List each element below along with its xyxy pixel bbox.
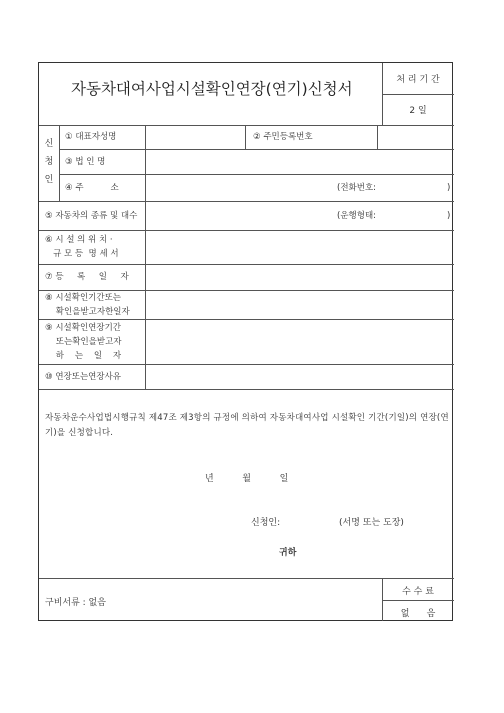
fee-divider (382, 600, 454, 601)
required-documents: 구비서류 : 없음 (45, 598, 106, 608)
extension-reason-label: ⑩ 연장또는연장사유 (45, 372, 122, 382)
row-line (39, 230, 454, 231)
resident-number-label: ② 주민등록번호 (253, 132, 313, 142)
processing-period-value: 2 일 (409, 106, 427, 116)
date-line: 년 월 일 (205, 474, 289, 484)
vehicle-type-count-label: ⑤ 자동차의 종류 및 대수 (45, 211, 138, 221)
fee-value: 없 음 (400, 609, 436, 619)
application-form (38, 62, 453, 621)
row-line (39, 264, 454, 265)
addressee: 귀하 (279, 548, 297, 558)
row-line (39, 125, 454, 126)
extension-date-label: ⑨ 시설확인연장기간 또는확인을받고자 하 는 일 자 (45, 323, 122, 361)
mid-col-line (245, 125, 246, 149)
facility-location-label: ⑥ 시 설 의 위 치 · 규 모 등 명 세 서 (45, 235, 119, 259)
address-label: ④ 주 소 (65, 183, 119, 193)
mid-col-line (377, 125, 378, 149)
fee-label: 수 수 료 (402, 587, 434, 597)
processing-divider (382, 94, 454, 95)
row-line (59, 149, 454, 150)
applicant-sign-label: 신청인: (251, 518, 281, 528)
row-line (39, 319, 454, 320)
footer-line (39, 578, 454, 579)
representative-name-label: ① 대표자성명 (65, 132, 117, 142)
operation-type-label: (운행형태: (337, 211, 377, 221)
label-col-line (145, 125, 146, 389)
row-line (39, 364, 454, 365)
row-line (39, 201, 454, 202)
row-line (59, 174, 454, 175)
form-title: 자동차대여사업시설확인연장(연기)신청서 (71, 80, 353, 98)
processing-period-label: 처 리 기 간 (396, 75, 440, 85)
application-statement: 자동차운수사업법시행규칙 제47조 제3항의 규정에 의하여 자동차대여사업 시설확인 기간(기일)의 연장(연기)을 신청합니다. (45, 413, 449, 438)
registration-date-label: ⑦ 등 록 일 자 (45, 272, 129, 282)
phone-close: ) (447, 183, 451, 193)
phone-label: (전화번호: (337, 183, 377, 193)
confirmation-period-label: ⑧ 시설확인기간또는 확인을받고자한일자 (45, 293, 130, 317)
applicant-label: 신 청 인 (44, 139, 54, 185)
applicant-col-line (59, 125, 60, 201)
operation-close: ) (447, 211, 451, 221)
sign-note: (서명 또는 도장) (339, 518, 404, 528)
row-line (39, 389, 454, 390)
corporation-name-label: ③ 법 인 명 (65, 157, 106, 167)
